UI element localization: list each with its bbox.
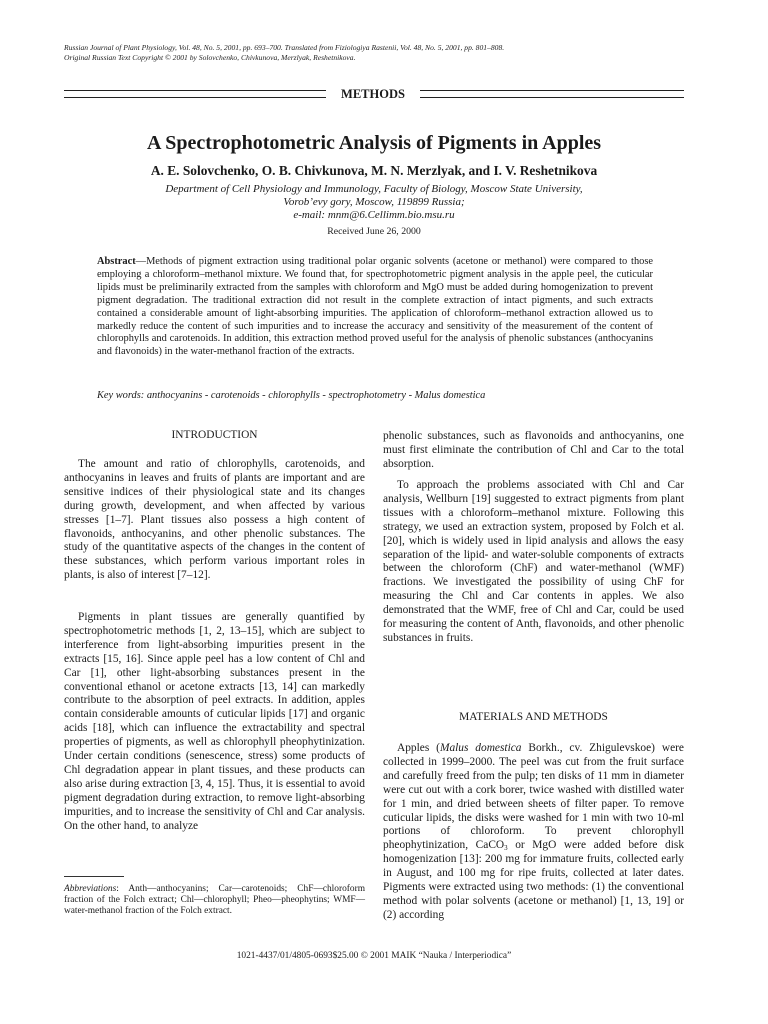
abbreviations-footnote	[64, 884, 365, 917]
footnote-rule	[64, 876, 124, 877]
section-banner	[64, 86, 684, 102]
affiliation-email: e-mail: mnm@6.Cellimm.bio.msu.ru	[293, 209, 455, 221]
methods-text-b: Borkh., cv. Zhigulevskoe) were collected in 1999–2000. The peel was cut from the fruit surface and carefully freed from the pulp; ten disks of 11 mm in diameter were cut out with a cork borer, twice washed with distilled water for 1 min, and dried between sheets of filter paper. To remove cuticular lipids, the disks were washed for 1 min with two 10-ml portions of chloroform. To prevent chlorophyll pheophytinization, CaCO	[383, 742, 684, 852]
page-footer: 1021-4437/01/4805-0693$25.00 © 2001 MAIK “Nauka / Interperiodica”	[236, 951, 512, 961]
affiliation-address: Vorob’evy gory, Moscow, 119899 Russia;	[283, 196, 465, 208]
subscript: 3	[504, 844, 508, 853]
intro-paragraph-3: phenolic substances, such as flavonoids and anthocyanins, one must first eliminate the contribution of Chl and Car to the total absorption.	[383, 430, 684, 470]
received-date: Received June 26, 2000	[327, 226, 421, 237]
section-rule-left	[64, 90, 326, 98]
author-affiliation	[64, 183, 684, 222]
section-label: METHODS	[341, 87, 405, 101]
abstract-text: —Methods of pigment extraction using traditional polar organic solvents (acetone or methanol) were compared to those employing a chloroform–methanol mixture. We found that, for spectrophotometric pigment analysis in the apple peel, the cuticular lipids must be preliminarily extracted from the samples with chloroform and MgO must be added during homogenization to prevent pigment degradation. The traditional extraction did not result in the complete extraction of intact pigments, and such extracts contained a considerable amount of light-absorbing impurities. The application of chloroform–methanol extraction allowed us to markedly reduce the content of such impurities and to increase the accuracy and sensitivity of the measurement of the content of chlorophylls and carotenoids. In addition, this extraction method proved useful for the analysis of phenolic substances (anthocyanins and flavonoids) in the water-methanol fraction of the extracts.	[97, 256, 653, 358]
methods-paragraph-1	[383, 742, 684, 923]
abbreviations-label: Abbreviations	[64, 884, 117, 894]
intro-paragraph-1: The amount and ratio of chlorophylls, carotenoids, and anthocyanins in leaves and fruits of plants are important and are sensitive indices of their physiological state and its changes during growth, development, and when affected by various stresses [1–7]. Plant tissues also possess a high content of flavonoids, anthocyanins, and other phenolic substances. The study of the quantitative aspects of the changes in the content of these substances, which perform various important roles in plants, is also of interest [7–12].	[64, 458, 365, 582]
article-title: A Spectrophotometric Analysis of Pigments in Apples	[146, 132, 602, 154]
abstract-lead: Abstract	[97, 256, 136, 267]
intro-paragraph-2: Pigments in plant tissues are generally quantified by spectrophotometric methods [1, 2, 13–15], which are subject to interference from light-absorbing impurities present in the extracts [15, 16]. Since apple peel has a low content of Chl and Car [1], other light-absorbing substances present in the conventional ethanol or acetone extracts [13, 14] can markedly contribute to the absorption of peel extracts. In addition, apples contain considerable amounts of cuticular lipids [17] and organic acids [18], which can influence the extractability and spectral properties of pigments, as well as chlorophyll pheophytinization. Under certain conditions (senescence, stress) some products of Chl degradation appear in plant tissues, and these products can also arise during extraction [3, 4, 15]. Thus, it is essential to avoid pigment degradation during extraction, to remove light-absorbing impurities, and to increase the sensitivity of Chl and Car analysis. On the other hand, to analyze	[64, 611, 365, 832]
keywords: Key words: anthocyanins - carotenoids - chlorophylls - spectrophotometry - Malus domestica	[97, 390, 486, 401]
methods-text-c: or MgO were added before disk homogenization [13]: 200 mg for immature fruits, collected early in August, and 100 mg for ripe fruits, collected at later dates. Pigments were extracted using two methods: (1) the conventional method with polar solvents (acetone or methanol) [1, 13, 19] or (2) according	[383, 839, 685, 921]
abstract	[97, 256, 653, 359]
abbreviations-text: : Anth—anthocyanins; Car—carotenoids; ChF—chloroform fraction of the Folch extract; Chl—chlorophyll; Pheo—pheophytins; WMF—water-methanol fraction of the Folch extract.	[64, 884, 365, 916]
journal-citation-line: Russian Journal of Plant Physiology, Vol. 48, No. 5, 2001, pp. 693–700. Translated from Fiziologiya Rastenii, Vol. 48, No. 5, 2001, pp. 801–808.	[64, 43, 505, 52]
section-rule-right	[420, 90, 684, 98]
article-authors: A. E. Solovchenko, O. B. Chivkunova, M. N. Merzlyak, and I. V. Reshetnikova	[150, 163, 598, 178]
affiliation-line: Department of Cell Physiology and Immunology, Faculty of Biology, Moscow State University,	[165, 183, 583, 195]
introduction-heading: INTRODUCTION	[171, 429, 258, 441]
species-name: Malus domestica	[439, 742, 522, 754]
journal-citation	[64, 43, 684, 63]
intro-paragraph-4: To approach the problems associated with Chl and Car analysis, Wellburn [19] suggested to extract pigments from plant tissues with a chloroform–methanol mixture. Following this strategy, we used an extraction system, proposed by Folch et al. [20], which is widely used in lipid analysis and allows the easy separation of the lipid- and water-soluble components of extracts between the chloroform (ChF) and water-methanol (WMF) fractions. We investigated the possibility of using ChF for measuring the Chl and Car contents in apples. We also demonstrated that the WMF, free of Chl and Car, could be used for measuring the content of Anth, flavonoids, and other phenolic substances in fruits.	[383, 479, 684, 644]
copyright-line: Original Russian Text Copyright © 2001 by Solovchenko, Chivkunova, Merzlyak, Reshetnikova.	[64, 53, 356, 62]
methods-heading: MATERIALS AND METHODS	[459, 711, 608, 723]
methods-text-a: Apples (	[397, 742, 440, 754]
